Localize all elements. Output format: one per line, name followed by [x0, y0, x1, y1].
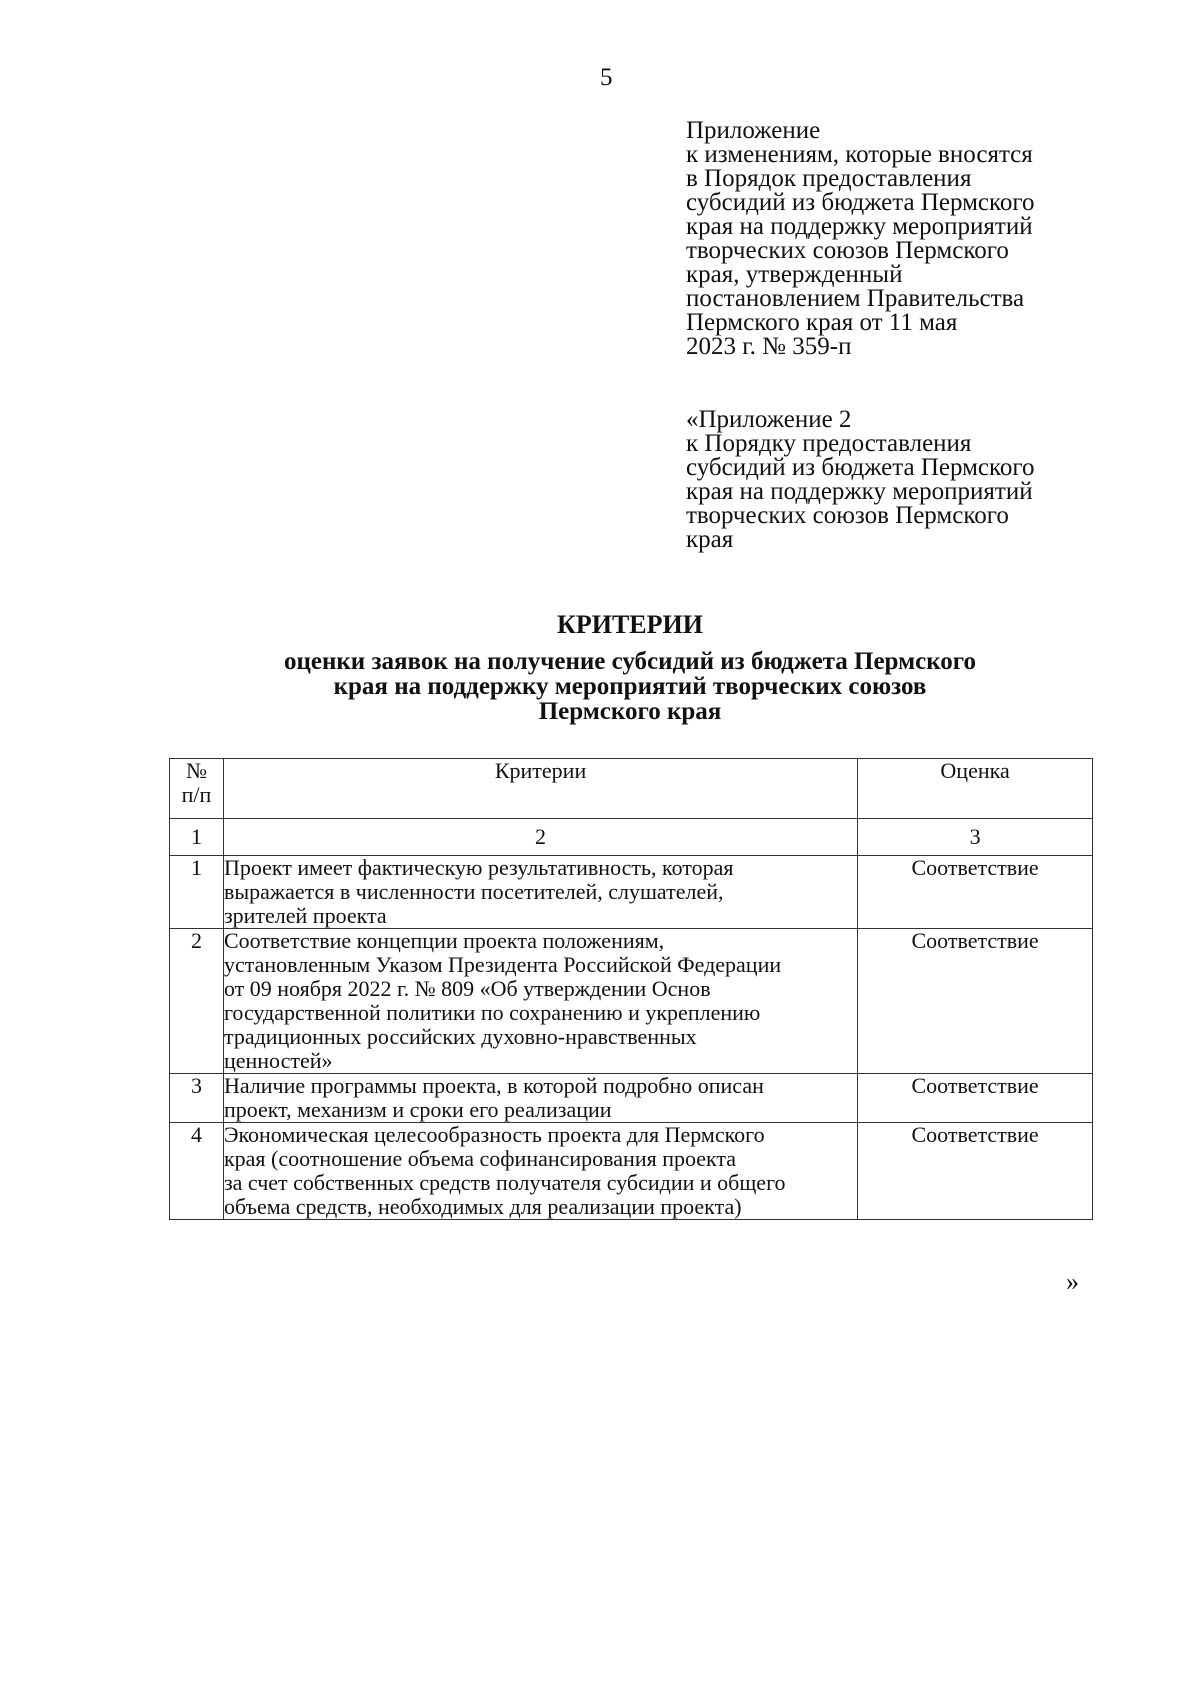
row-criterion	[223, 856, 857, 929]
criterion-line: Наличие программы проекта, в которой подробно описан	[223, 1073, 764, 1098]
criterion-line: Экономическая целесообразность проекта для Пермского	[223, 1122, 765, 1147]
row-criterion	[223, 929, 857, 1074]
document-subtitle	[200, 649, 1060, 724]
appendix-note-line: к изменениям, которые вносятся	[686, 141, 1033, 168]
criterion-line: ценностей»	[223, 1048, 333, 1073]
criteria-table	[169, 758, 1093, 1220]
criterion-line: государственной политики по сохранению и укреплению	[223, 1000, 761, 1025]
row-score: Соответствие	[858, 1123, 1093, 1220]
closing-quote: »	[1066, 1267, 1079, 1296]
appendix2-note-line: субсидий из бюджета Пермского	[686, 454, 1035, 481]
appendix2-note-line: «Приложение 2	[686, 406, 852, 433]
document-title: КРИТЕРИИ	[557, 610, 703, 639]
appendix-note-line: края, утвержденный	[686, 261, 903, 288]
header-criteria-cell: Критерии	[223, 759, 857, 819]
table-row	[170, 1074, 1093, 1123]
appendix-note-line: постановлением Правительства	[686, 285, 1025, 312]
row-score: Соответствие	[858, 856, 1093, 929]
appendix2-note-line: края на поддержку мероприятий	[686, 478, 1033, 505]
table-row	[170, 1123, 1093, 1220]
subtitle-line: оценки заявок на получение субсидий из бюджета Пермского	[283, 648, 977, 675]
appendix2-note-line: края	[686, 526, 734, 553]
subtitle-line: Пермского края	[538, 698, 722, 725]
appendix-note-line: в Порядок предоставления	[686, 165, 972, 192]
header-number-abbrev: п/п	[181, 782, 212, 807]
column-index-cell: 2	[223, 819, 857, 856]
criterion-line: традиционных российских духовно-нравственных	[223, 1024, 697, 1049]
appendix2-note	[686, 408, 1106, 552]
appendix-note-line: Пермского края от 11 мая	[686, 309, 958, 336]
appendix2-note-line: к Порядку предоставления	[686, 430, 972, 457]
page-number: 5	[600, 64, 613, 91]
row-number: 4	[170, 1123, 224, 1220]
table-header-row	[170, 759, 1093, 819]
row-score: Соответствие	[858, 1074, 1093, 1123]
header-number-cell	[170, 759, 224, 819]
table-row	[170, 856, 1093, 929]
column-index-cell: 1	[170, 819, 224, 856]
row-criterion	[223, 1123, 857, 1220]
row-criterion	[223, 1074, 857, 1123]
criterion-line: от 09 ноября 2022 г. № 809 «Об утверждении Основ	[223, 976, 711, 1001]
header-number-sign: №	[185, 758, 207, 783]
row-number: 3	[170, 1074, 224, 1123]
criterion-line: проект, механизм и сроки его реализации	[223, 1097, 612, 1122]
criterion-line: установленным Указом Президента Российской Федерации	[223, 952, 782, 977]
appendix2-note-line: творческих союзов Пермского	[686, 502, 1009, 529]
appendix-note-line: края на поддержку мероприятий	[686, 213, 1033, 240]
criterion-line: Проект имеет фактическую результативность, которая	[223, 855, 734, 880]
row-number: 2	[170, 929, 224, 1074]
criterion-line: за счет собственных средств получателя субсидии и общего	[223, 1170, 786, 1195]
criterion-line: Соответствие концепции проекта положениям,	[223, 928, 665, 953]
table-row	[170, 929, 1093, 1074]
criterion-line: выражается в численности посетителей, слушателей,	[223, 879, 724, 904]
appendix-note-line: Приложение	[686, 117, 821, 144]
appendix-note-line: 2023 г. № 359-п	[686, 333, 852, 360]
appendix-note-line: субсидий из бюджета Пермского	[686, 189, 1035, 216]
row-score: Соответствие	[858, 929, 1093, 1074]
appendix-note	[686, 119, 1106, 359]
column-index-cell: 3	[858, 819, 1093, 856]
criterion-line: края (соотношение объема софинансирования проекта	[223, 1146, 737, 1171]
row-number: 1	[170, 856, 224, 929]
header-score-cell: Оценка	[858, 759, 1093, 819]
criterion-line: зрителей проекта	[223, 903, 387, 928]
appendix-note-line: творческих союзов Пермского	[686, 237, 1009, 264]
criterion-line: объема средств, необходимых для реализации проекта)	[223, 1194, 742, 1219]
subtitle-line: края на поддержку мероприятий творческих союзов	[333, 673, 927, 700]
column-index-row	[170, 819, 1093, 856]
